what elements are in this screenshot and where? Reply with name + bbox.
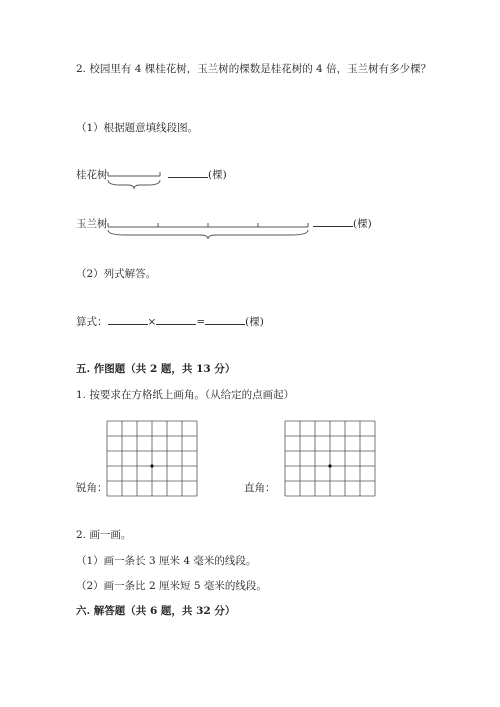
formula-line	[76, 314, 264, 329]
grid-paper-left[interactable]	[107, 421, 199, 501]
formula-blank-3[interactable]	[205, 314, 245, 325]
tree-b-answer-blank[interactable]	[313, 216, 353, 227]
grid-paper-right[interactable]	[285, 421, 377, 501]
formula-unit: (棵)	[245, 316, 264, 328]
section-5-question-2-part-1: （1）画一条长 3 厘米 4 毫米的线段。	[76, 555, 257, 567]
section-5-question-2: 2. 画一画。	[76, 529, 132, 541]
times-sign: ×	[147, 316, 157, 328]
formula-blank-2[interactable]	[156, 314, 196, 325]
question-2-text: 2. 校园里有 4 棵桂花树，玉兰树的棵数是桂花树的 4 倍，玉兰树有多少棵？	[76, 63, 432, 75]
question-2-part-2: （2）列式解答。	[76, 268, 157, 280]
question-2-part-1: （1）根据题意填线段图。	[76, 122, 199, 134]
acute-angle-label: 锐角：	[76, 482, 108, 494]
equals-sign: =	[196, 316, 206, 328]
start-point-dot[interactable]	[150, 464, 153, 467]
tree-a-unit: (棵)	[208, 169, 227, 181]
tree-b-label: 玉兰树	[76, 218, 108, 230]
section-5-question-1: 1. 按要求在方格纸上画角。（从给定的点画起）	[76, 389, 295, 401]
tree-b-unit: (棵)	[353, 218, 372, 230]
formula-label: 算式：	[76, 316, 108, 328]
right-angle-label: 直角：	[244, 482, 276, 494]
formula-blank-1[interactable]	[108, 314, 148, 325]
tree-a-label: 桂花树	[76, 169, 108, 181]
start-point-dot[interactable]	[328, 464, 331, 467]
section-6-heading: 六. 解答题（共 6 题，共 32 分）	[76, 605, 236, 617]
tree-b-answer[interactable]	[313, 216, 372, 231]
section-5-heading: 五. 作图题（共 2 题，共 13 分）	[76, 363, 236, 375]
section-5-question-2-part-2: （2）画一条比 2 厘米短 5 毫米的线段。	[76, 580, 267, 592]
